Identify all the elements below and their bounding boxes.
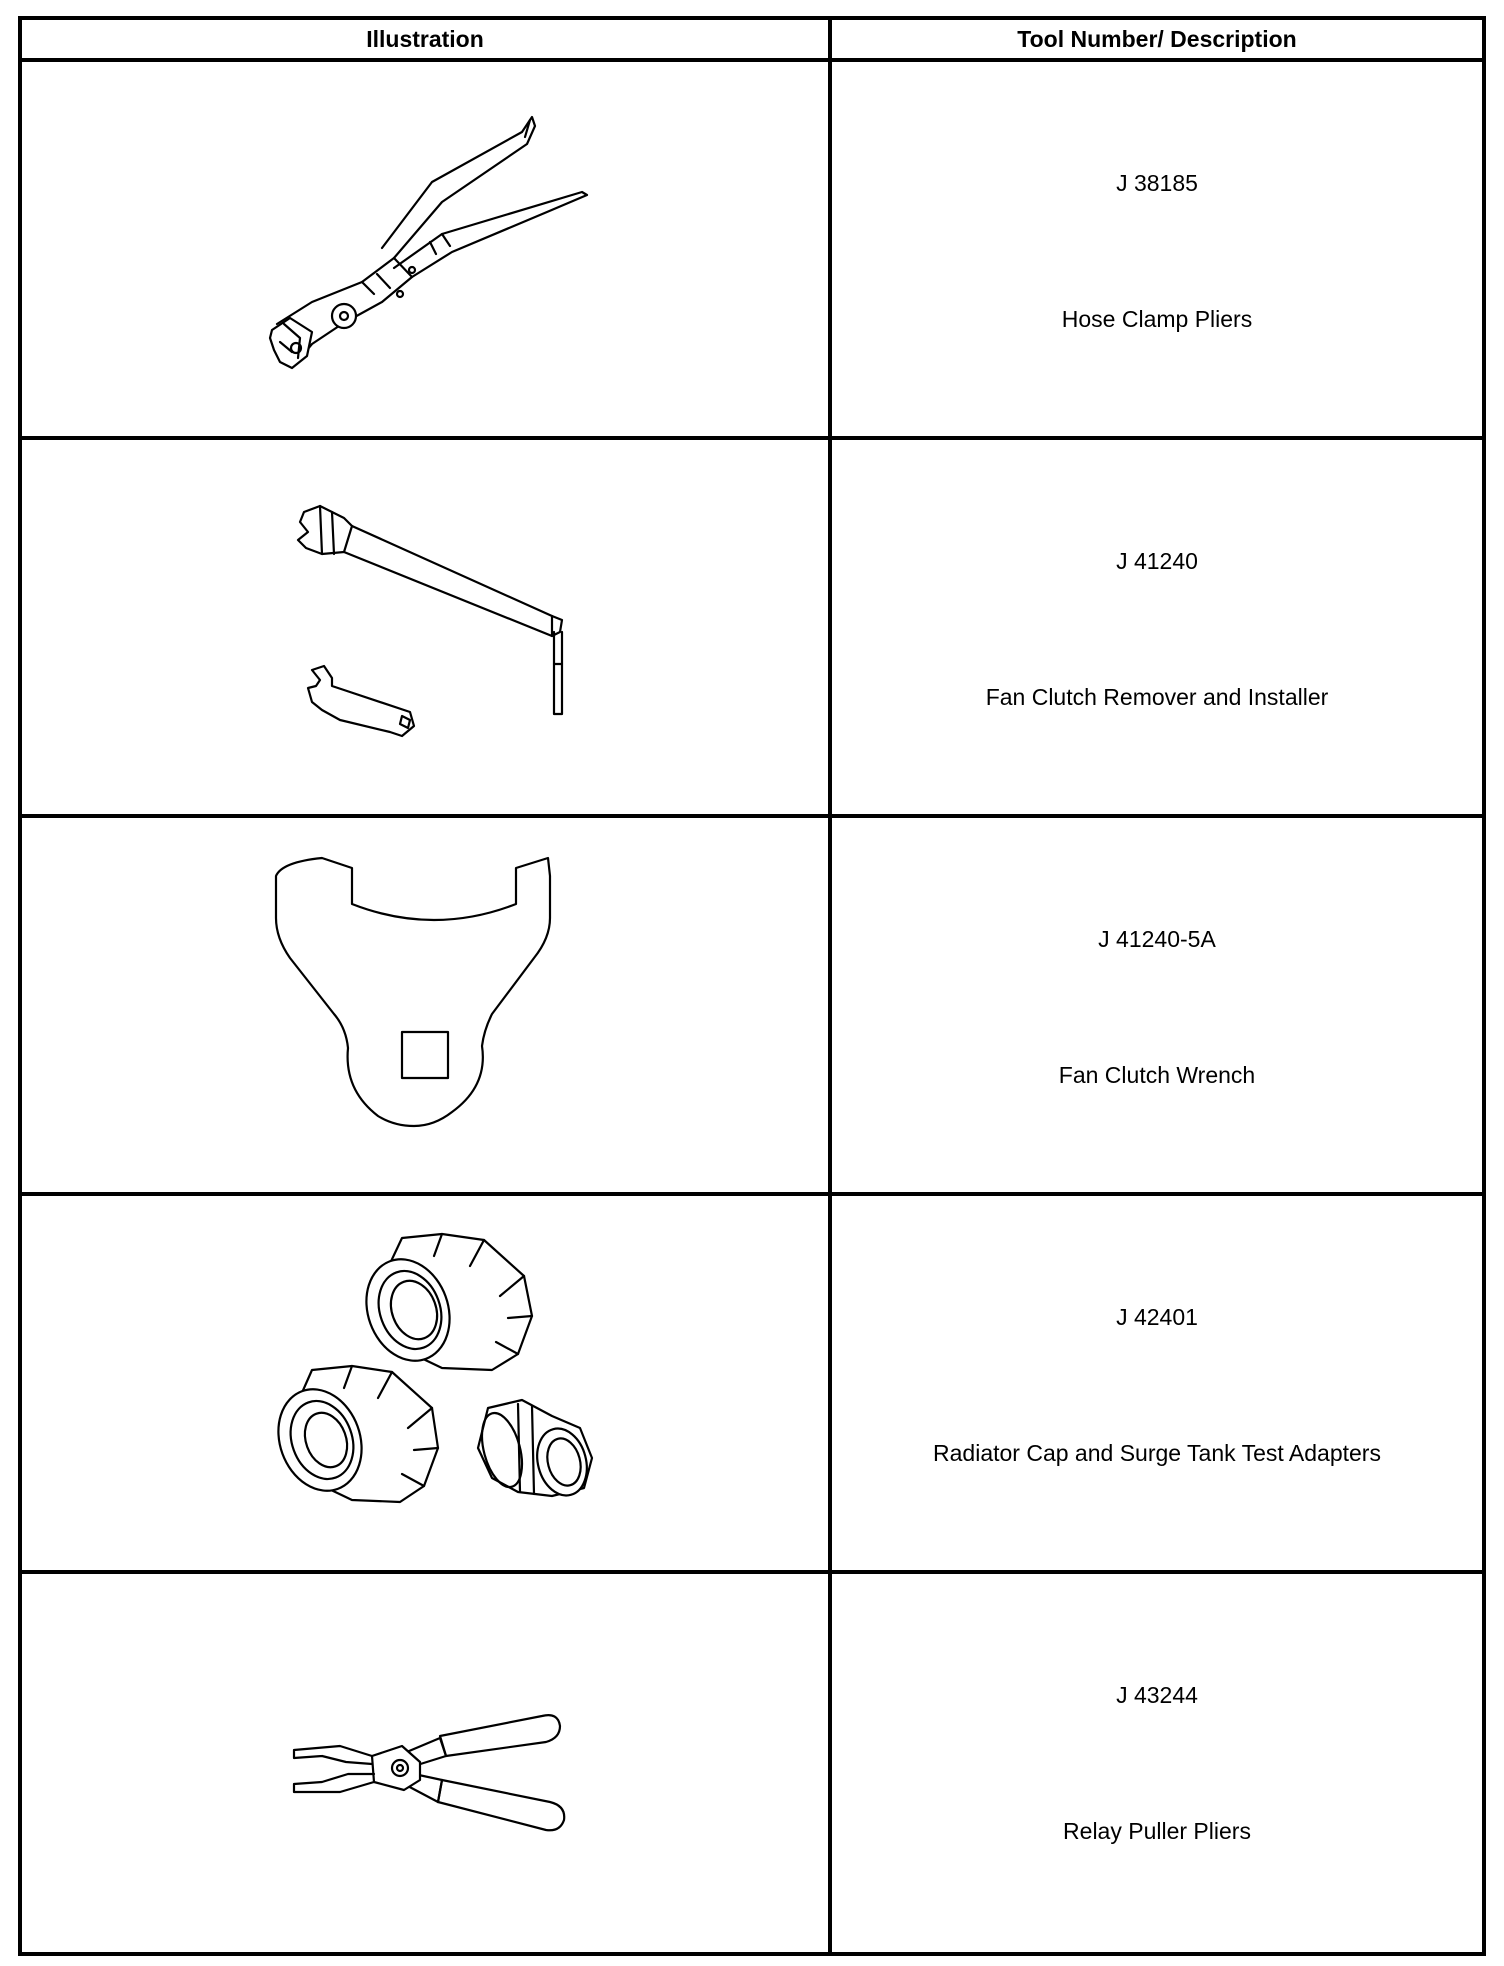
tool-description: Radiator Cap and Surge Tank Test Adapters [933, 1440, 1381, 1466]
tool-description: Hose Clamp Pliers [1061, 306, 1253, 332]
tool-number: J 38185 [1116, 170, 1198, 196]
hose-clamp-pliers-illustration [22, 62, 828, 436]
table-row [22, 1196, 1482, 1574]
tool-cell [832, 818, 1482, 1192]
tool-cell [832, 440, 1482, 814]
tools-table [18, 16, 1486, 1956]
table-row [22, 62, 1482, 440]
fan-clutch-wrench-illustration [22, 818, 828, 1192]
tool-number: J 41240-5A [1098, 926, 1216, 952]
tool-cell [832, 1574, 1482, 1952]
table-row [22, 818, 1482, 1196]
fan-clutch-remover-installer-illustration [22, 440, 828, 814]
table-row [22, 1574, 1482, 1952]
tool-number: J 42401 [1116, 1304, 1198, 1330]
table-header [22, 20, 1482, 62]
tool-description: Relay Puller Pliers [1063, 1818, 1251, 1844]
tool-cell [832, 1196, 1482, 1570]
relay-puller-pliers-illustration [22, 1574, 828, 1952]
tool-number: J 43244 [1116, 1682, 1198, 1708]
header-tool-number-description: Tool Number/ Description [1017, 26, 1297, 52]
tool-description: Fan Clutch Remover and Installer [985, 684, 1329, 710]
tool-description: Fan Clutch Wrench [1058, 1062, 1256, 1088]
tool-number: J 41240 [1116, 548, 1198, 574]
table-row [22, 440, 1482, 818]
tool-cell [832, 62, 1482, 436]
header-illustration: Illustration [366, 26, 484, 52]
test-adapters-illustration [22, 1196, 828, 1570]
